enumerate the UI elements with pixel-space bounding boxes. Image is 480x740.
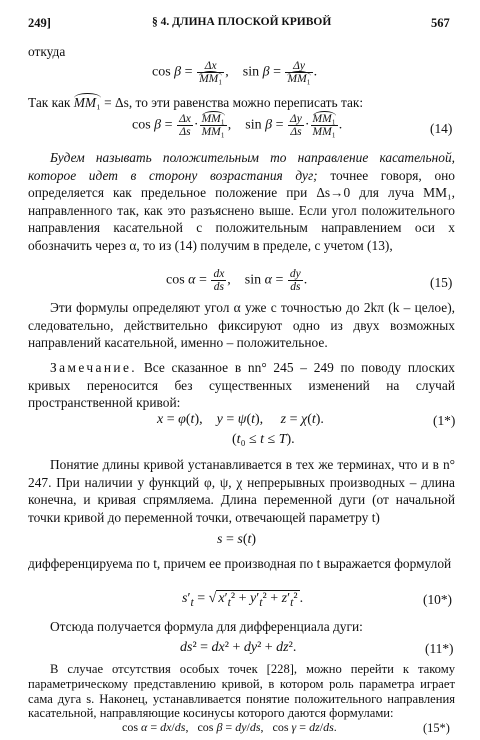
equation-number-10-star: (10*) xyxy=(423,592,453,607)
text-otkuda: откуда xyxy=(28,44,66,59)
page-number: 567 xyxy=(431,16,450,30)
paragraph-curve-length: Понятие длины кривой устанавливается в тех же терминах, что и в n° 247. При наличии у функций φ, ψ, χ непрерывных производных – длина конечна, и кривая спрямляема. Длина переменной дуги (от начальной точки кривой до переменной точки, отвечающей параметру t) xyxy=(28,457,455,525)
paragraph-positive-direction: Будем называть положительным то направление касательной, которое идет в сторону возрастания дуг; точнее говоря, оно определяется как предельное положение при Δs→0 для луча MM₁, направленного так, как это разъяснено выше. Если угол положительного направления касательной с положительным направлением оси x обозначить через α, то из (14) получим в пределе, с учетом (13), xyxy=(28,150,455,253)
equation-number-1-star: (1*) xyxy=(433,413,456,428)
equation-1-star: x = φ(t), y = ψ(t), z = χ(t). xyxy=(157,412,324,427)
equation-number-14: (14) xyxy=(430,121,453,136)
equation-parameter-range: (t₀ ≤ t ≤ T). xyxy=(232,432,295,447)
equation-number-15: (15) xyxy=(430,275,453,290)
paragraph-differentiable: дифференцируема по t, причем ее производная по t выражается формулой xyxy=(28,556,452,571)
paragraph-singular-points: В случае отсутствия особых точек [228], можно перейти к такому параметрическому представлению кривой, в котором роль параметра играет сама дуга s. Наконец, устанавливается понятие положительного направления касательной, направляющие косинусы которого даются формулами: xyxy=(28,662,455,721)
paragraph-remark: Замечание. Все сказанное в nn° 245 – 249 по поводу плоских кривых переносится без существенных изменений на случай пространственной кривой: xyxy=(28,360,456,411)
running-title: § 4. ДЛИНА ПЛОСКОЙ КРИВОЙ xyxy=(152,16,332,28)
equation-15-star: cos α = dx/ds, cos β = dy/ds, cos γ = dz/ds. xyxy=(122,720,337,734)
equation-number-15-star: (15*) xyxy=(423,721,450,735)
text-tak-kak: Так как MM₁ = Δs, то эти равенства можно переписать так: xyxy=(28,95,364,110)
equation-14: cos β = $\frac{\Delta x}{\Delta s}$ · $\frac{\text{MM₁}}{\text{MM₁}}$ , sin β = $\frac{\Delta y}{\Delta s}$ · $\frac{\text{MM₁}}{\text{MM₁}}$ . xyxy=(132,113,343,138)
paragraph-angle-determination: Эти формулы определяют угол α уже с точностью до 2kπ (k – целое), следовательно, действительно фиксируют одно из двух возможных направлений касательной, именно – положительное. xyxy=(28,300,455,351)
equation-s-of-t: s = s(t) xyxy=(217,532,257,547)
equation-cos-sin-1: cos β = $\frac{\Delta x}{\text{MM₁}}$ , sin β = $\frac{\Delta y}{\text{MM₁}}$ . xyxy=(152,60,318,85)
equation-10-star: $s'_t$ = √ $x'_t^2 + y'_t^2 + z'_t^2$ . xyxy=(182,591,304,609)
equation-15: cos α = $\frac{dx}{ds}$ , sin α = $\frac{dy}{ds}$ . xyxy=(166,268,308,293)
equation-number-11-star: (11*) xyxy=(425,641,454,656)
section-number: 249] xyxy=(28,16,51,30)
equation-11-star: ds² = dx² + dy² + dz². xyxy=(180,640,297,655)
paragraph-arc-differential: Отсюда получается формула для дифференциала дуги: xyxy=(50,619,363,634)
